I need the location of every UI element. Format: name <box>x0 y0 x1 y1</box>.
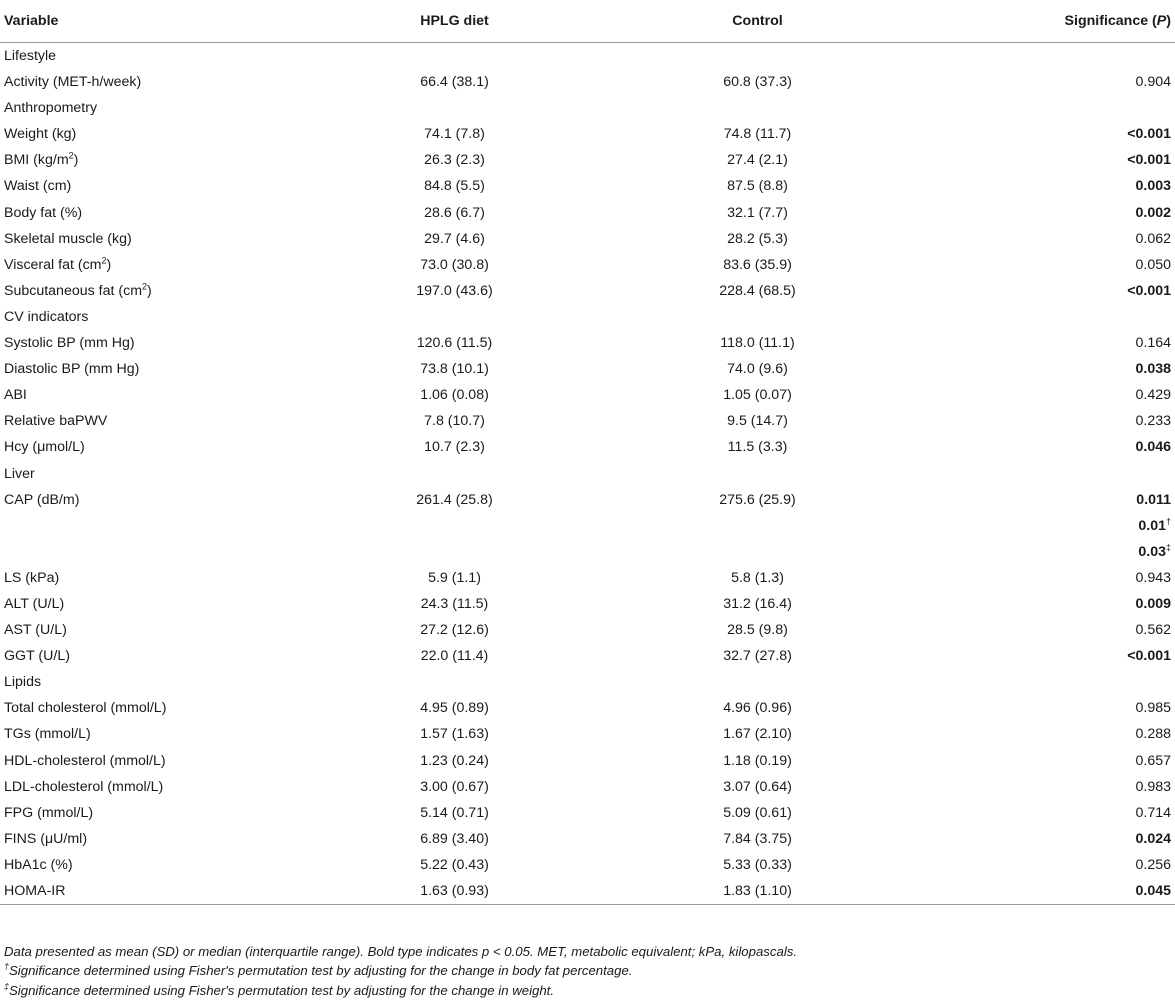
hplg-value-cell: 28.6 (6.7) <box>424 204 485 221</box>
variable-cell <box>0 774 328 800</box>
significance-cell <box>934 826 1175 852</box>
table-row <box>0 226 1175 252</box>
significance-value: 0.050 <box>1135 256 1171 273</box>
significance-value: 0.002 <box>1135 204 1171 221</box>
section-label: Anthropometry <box>4 100 98 117</box>
hplg-value-cell: 29.7 (4.6) <box>424 230 485 247</box>
control-value-cell <box>581 539 934 565</box>
table-row <box>0 878 1175 905</box>
variable-label: AST (U/L) <box>4 622 67 639</box>
table-row <box>0 147 1175 173</box>
significance-value: 0.714 <box>1135 804 1171 821</box>
significance-value: 0.288 <box>1135 726 1171 743</box>
hplg-value-cell: 5.22 (0.43) <box>420 856 489 873</box>
variable-cell <box>0 539 328 565</box>
header-hplg-diet: HPLG diet <box>328 0 581 43</box>
section-row <box>0 669 1175 695</box>
control-value-cell: 118.0 (11.1) <box>720 335 795 352</box>
hplg-value-cell: 66.4 (38.1) <box>420 74 489 91</box>
table-header <box>0 0 1175 43</box>
variable-label: HOMA-IR <box>4 883 66 899</box>
table-row <box>0 539 1175 565</box>
variable-cell <box>0 434 328 460</box>
variable-cell <box>0 173 328 199</box>
variable-label: Relative baPWV <box>4 413 108 430</box>
significance-cell <box>934 226 1175 252</box>
significance-cell <box>934 356 1175 382</box>
variable-superscript: 2 <box>101 255 107 266</box>
variable-cell <box>0 278 328 304</box>
significance-cell <box>934 121 1175 147</box>
hplg-value-cell: 3.00 (0.67) <box>420 778 489 795</box>
table-row <box>0 800 1175 826</box>
table-body <box>0 43 1175 905</box>
variable-label-suffix: ) <box>106 256 112 273</box>
control-value-cell: 87.5 (8.8) <box>727 178 788 195</box>
significance-value: 0.003 <box>1135 178 1171 195</box>
significance-value: 0.011 <box>1136 491 1171 508</box>
hplg-value-cell: 73.0 (30.8) <box>420 256 489 273</box>
control-value-cell: 31.2 (16.4) <box>723 595 792 612</box>
control-value-cell: 5.09 (0.61) <box>723 804 792 821</box>
variable-label: FINS (μU/ml) <box>4 830 88 847</box>
variable-cell <box>0 408 328 434</box>
hplg-value-cell: 24.3 (11.5) <box>420 595 489 612</box>
significance-value: 0.904 <box>1135 74 1171 91</box>
variable-cell <box>0 591 328 617</box>
significance-cell <box>934 852 1175 878</box>
hplg-value-cell: 120.6 (11.5) <box>416 335 493 352</box>
significance-value: 0.024 <box>1135 830 1171 847</box>
control-value-cell: 28.2 (5.3) <box>727 230 788 247</box>
variable-label-suffix: ) <box>73 152 79 169</box>
hplg-value-cell: 73.8 (10.1) <box>420 361 489 378</box>
significance-value: 0.009 <box>1135 595 1171 612</box>
significance-cell <box>934 617 1175 643</box>
variable-label: BMI (kg/m <box>4 152 69 169</box>
footnote-dagger-text: Significance determined using Fisher's permutation test by adjusting for the change in body fat percentage. <box>9 963 633 979</box>
significance-cell <box>934 513 1175 539</box>
table-row <box>0 748 1175 774</box>
section-row <box>0 304 1175 330</box>
table-row <box>0 591 1175 617</box>
section-row <box>0 43 1175 70</box>
control-value-cell: 9.5 (14.7) <box>727 413 788 430</box>
table-row <box>0 487 1175 513</box>
significance-cell <box>934 774 1175 800</box>
significance-cell <box>934 200 1175 226</box>
significance-cell <box>934 330 1175 356</box>
significance-value: 0.045 <box>1135 883 1171 899</box>
hplg-value-cell: 1.06 (0.08) <box>420 387 489 404</box>
variable-cell <box>0 252 328 278</box>
significance-value: 0.233 <box>1135 413 1171 430</box>
variable-cell <box>0 487 328 513</box>
variable-label: CAP (dB/m) <box>4 491 80 508</box>
significance-footnote-mark: ‡ <box>1165 542 1171 553</box>
control-value-cell: 5.8 (1.3) <box>731 569 784 586</box>
significance-cell <box>934 487 1175 513</box>
significance-value: 0.01 <box>1138 517 1166 534</box>
hplg-value-cell: 4.95 (0.89) <box>420 700 489 717</box>
significance-value: <0.001 <box>1127 126 1171 143</box>
significance-footnote-mark: † <box>1165 515 1171 526</box>
significance-cell <box>934 748 1175 774</box>
table-row <box>0 565 1175 591</box>
significance-cell <box>934 643 1175 669</box>
significance-cell <box>934 278 1175 304</box>
hplg-value-cell: 1.63 (0.93) <box>328 878 581 905</box>
footnote-dagger <box>4 961 797 980</box>
significance-cell <box>934 173 1175 199</box>
table-row <box>0 278 1175 304</box>
variable-superscript: 2 <box>68 150 74 161</box>
variable-label: Total cholesterol (mmol/L) <box>4 700 167 717</box>
control-value-cell: 32.1 (7.7) <box>727 204 788 221</box>
variable-label: Systolic BP (mm Hg) <box>4 335 135 352</box>
header-row <box>0 0 1175 43</box>
significance-cell <box>934 252 1175 278</box>
variable-superscript: 2 <box>142 281 148 292</box>
hplg-value-cell: 5.9 (1.1) <box>428 569 481 586</box>
table-row <box>0 643 1175 669</box>
significance-cell <box>934 382 1175 408</box>
significance-value: <0.001 <box>1127 648 1171 665</box>
variable-label: Skeletal muscle (kg) <box>4 230 132 247</box>
table-footnotes <box>4 942 797 1000</box>
footnote-double-dagger <box>4 981 797 1000</box>
control-value-cell: 7.84 (3.75) <box>723 830 792 847</box>
significance-value: 0.943 <box>1135 569 1171 586</box>
significance-cell <box>934 878 1175 905</box>
hplg-value-cell <box>328 513 581 539</box>
section-row <box>0 461 1175 487</box>
control-value-cell: 4.96 (0.96) <box>723 700 792 717</box>
variable-cell <box>0 721 328 747</box>
variable-cell <box>0 69 328 95</box>
significance-cell <box>934 434 1175 460</box>
variable-cell <box>0 748 328 774</box>
control-value-cell: 228.4 (68.5) <box>719 282 796 299</box>
table-row <box>0 721 1175 747</box>
variable-label: ALT (U/L) <box>4 595 65 612</box>
hplg-value-cell: 1.57 (1.63) <box>420 726 489 743</box>
control-value-cell: 28.5 (9.8) <box>727 622 788 639</box>
significance-cell <box>934 695 1175 721</box>
variable-label: Hcy (μmol/L) <box>4 439 85 456</box>
table-row <box>0 408 1175 434</box>
significance-cell <box>934 147 1175 173</box>
variable-cell <box>0 800 328 826</box>
section-label: Lifestyle <box>4 48 57 64</box>
hplg-value-cell: 5.14 (0.71) <box>420 804 489 821</box>
significance-value: 0.429 <box>1135 387 1171 404</box>
control-value-cell: 1.67 (2.10) <box>723 726 792 743</box>
control-value-cell: 1.18 (0.19) <box>723 752 792 769</box>
significance-value: 0.038 <box>1135 361 1171 378</box>
variable-cell <box>0 695 328 721</box>
header-significance-p: P <box>1156 13 1167 29</box>
variable-cell <box>0 226 328 252</box>
hplg-value-cell: 261.4 (25.8) <box>416 491 493 508</box>
variable-label: LDL-cholesterol (mmol/L) <box>4 778 164 795</box>
section-label: Lipids <box>4 674 42 691</box>
variable-cell <box>0 565 328 591</box>
hplg-value-cell: 22.0 (11.4) <box>420 648 489 665</box>
variable-label: Weight (kg) <box>4 126 77 143</box>
variable-label: GGT (U/L) <box>4 648 70 665</box>
variable-label: HbA1c (%) <box>4 856 73 873</box>
variable-label: Subcutaneous fat (cm <box>4 282 143 299</box>
variable-label: FPG (mmol/L) <box>4 804 94 821</box>
variable-cell <box>0 852 328 878</box>
variable-cell <box>0 513 328 539</box>
significance-cell <box>934 565 1175 591</box>
variable-label-suffix: ) <box>147 282 152 299</box>
header-significance <box>934 0 1175 43</box>
significance-value: 0.03 <box>1138 543 1166 560</box>
control-value-cell: 5.33 (0.33) <box>723 856 792 873</box>
hplg-value-cell <box>328 539 581 565</box>
variable-label: Visceral fat (cm <box>4 256 102 273</box>
section-label: Liver <box>4 465 35 482</box>
variable-cell <box>0 382 328 408</box>
control-value-cell: 1.05 (0.07) <box>723 387 792 404</box>
variable-cell <box>0 617 328 643</box>
significance-cell <box>934 69 1175 95</box>
table-row <box>0 513 1175 539</box>
variable-label: HDL-cholesterol (mmol/L) <box>4 752 166 769</box>
significance-cell <box>934 408 1175 434</box>
footnote-double-dagger-text: Significance determined using Fisher's permutation test by adjusting for the change in weight. <box>9 982 554 998</box>
footnote-double-dagger-mark: ‡ <box>4 981 10 992</box>
significance-value: 0.562 <box>1135 622 1171 639</box>
variable-cell <box>0 200 328 226</box>
table-row <box>0 382 1175 408</box>
variable-label: LS (kPa) <box>4 569 60 586</box>
header-significance-suffix: ) <box>1166 13 1171 29</box>
significance-value: <0.001 <box>1127 282 1171 299</box>
variable-cell <box>0 878 328 905</box>
table-row <box>0 434 1175 460</box>
significance-value: 0.985 <box>1135 700 1171 717</box>
significance-value: 0.046 <box>1135 439 1171 456</box>
header-significance-prefix: Significance ( <box>1064 13 1157 29</box>
control-value-cell: 83.6 (35.9) <box>723 256 792 273</box>
control-value-cell: 74.0 (9.6) <box>727 361 788 378</box>
hplg-value-cell: 84.8 (5.5) <box>424 178 485 195</box>
variable-cell <box>0 356 328 382</box>
variable-label: Waist (cm) <box>4 178 72 195</box>
hplg-value-cell: 6.89 (3.40) <box>420 830 489 847</box>
header-control: Control <box>581 0 934 43</box>
header-variable: Variable <box>0 0 328 43</box>
section-row <box>0 95 1175 121</box>
hplg-value-cell: 27.2 (12.6) <box>420 622 489 639</box>
control-value-cell: 3.07 (0.64) <box>723 778 792 795</box>
variable-label: ABI <box>4 387 27 404</box>
table-row <box>0 356 1175 382</box>
significance-value: <0.001 <box>1127 152 1171 169</box>
table-row <box>0 252 1175 278</box>
variable-label: Body fat (%) <box>4 204 83 221</box>
table-row <box>0 852 1175 878</box>
control-value-cell: 275.6 (25.9) <box>719 491 796 508</box>
table-row <box>0 200 1175 226</box>
hplg-value-cell: 1.23 (0.24) <box>420 752 489 769</box>
table-row <box>0 774 1175 800</box>
variable-cell <box>0 147 328 173</box>
table-row <box>0 695 1175 721</box>
table-row <box>0 826 1175 852</box>
control-value-cell: 60.8 (37.3) <box>723 74 792 91</box>
hplg-value-cell: 7.8 (10.7) <box>424 413 485 430</box>
variable-cell <box>0 826 328 852</box>
hplg-value-cell: 10.7 (2.3) <box>424 439 485 456</box>
variable-label: Diastolic BP (mm Hg) <box>4 361 140 378</box>
hplg-value-cell: 26.3 (2.3) <box>424 152 485 169</box>
control-value-cell: 74.8 (11.7) <box>723 126 792 143</box>
table-row <box>0 121 1175 147</box>
significance-value: 0.657 <box>1135 752 1171 769</box>
section-label: CV indicators <box>4 308 89 325</box>
significance-value: 0.164 <box>1135 335 1171 352</box>
control-value-cell: 27.4 (2.1) <box>727 152 788 169</box>
footnote-dagger-mark: † <box>4 961 10 972</box>
control-value-cell: 32.7 (27.8) <box>723 648 792 665</box>
significance-value: 0.256 <box>1135 856 1171 873</box>
hplg-value-cell: 74.1 (7.8) <box>424 126 485 143</box>
control-value-cell <box>581 513 934 539</box>
control-value-cell: 11.5 (3.3) <box>727 439 788 456</box>
hplg-value-cell: 197.0 (43.6) <box>416 282 493 299</box>
table-row <box>0 173 1175 199</box>
footnote-main: Data presented as mean (SD) or median (interquartile range). Bold type indicates p < 0.05. MET, metabolic equivalent; kPa, kilopascals. <box>4 944 798 959</box>
variable-cell <box>0 121 328 147</box>
variable-label: Activity (MET-h/week) <box>4 74 142 91</box>
variable-label: TGs (mmol/L) <box>4 726 91 743</box>
table-row <box>0 330 1175 356</box>
variable-cell <box>0 330 328 356</box>
variable-cell <box>0 643 328 669</box>
significance-cell <box>934 721 1175 747</box>
significance-cell <box>934 591 1175 617</box>
table-row <box>0 617 1175 643</box>
significance-cell <box>934 800 1175 826</box>
significance-value: 0.983 <box>1135 778 1171 795</box>
control-value-cell: 1.83 (1.10) <box>581 878 934 905</box>
table-row <box>0 69 1175 95</box>
significance-cell <box>934 539 1175 565</box>
significance-value: 0.062 <box>1135 230 1171 247</box>
